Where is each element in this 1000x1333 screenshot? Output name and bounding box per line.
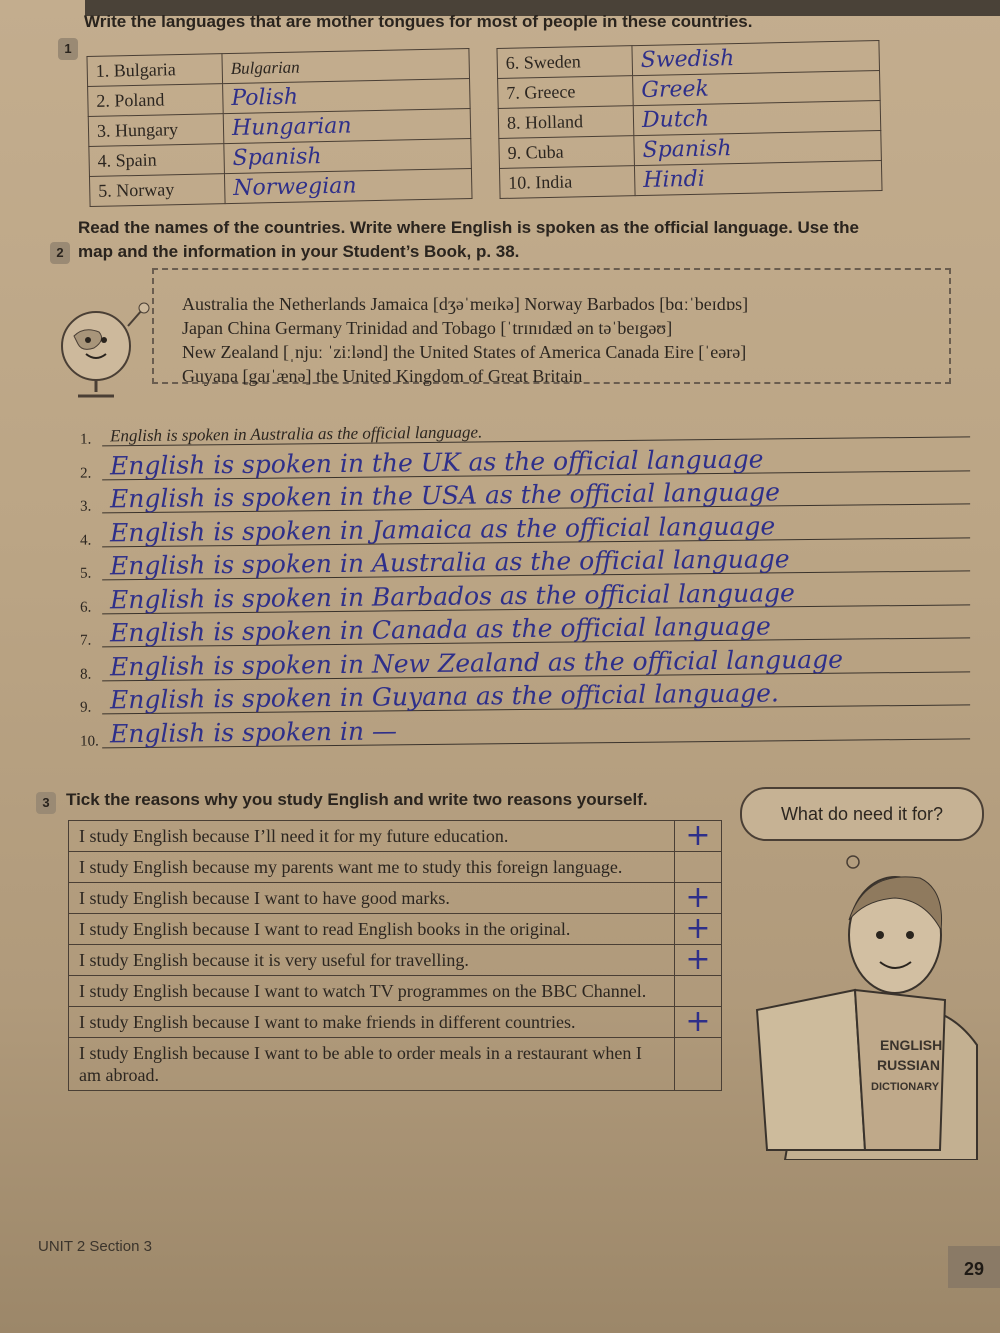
country-cell: 1. Bulgaria [87, 54, 223, 87]
reason-row [69, 883, 722, 914]
reason-text: I study English because it is very useful for travelling. [69, 945, 675, 976]
line-number: 7. [80, 632, 92, 649]
languages-table-right [496, 40, 882, 199]
answer-text: English is spoken in the USA as the official language [109, 477, 781, 514]
country-cell: 4. Spain [89, 144, 225, 177]
line-number: 1. [80, 431, 92, 448]
answer-text: English is spoken in Australia as the official language. [109, 422, 483, 446]
country-cell: 3. Hungary [88, 114, 224, 147]
language-answer-cell[interactable]: Polish [223, 79, 471, 114]
country-cell: 7. Greece [498, 76, 634, 109]
tick-box[interactable]: + [675, 914, 722, 945]
answer-text: English is spoken in Jamaica as the official language [109, 510, 776, 547]
language-answer-cell[interactable]: Hungarian [223, 109, 471, 144]
box-line-3: New Zealand [ˌnjuː ˈziːlənd] the United States of America Canada Eire [ˈeərə] [182, 342, 747, 362]
reason-row [69, 914, 722, 945]
language-answer-cell[interactable]: Spanish [224, 138, 472, 173]
reason-row [69, 821, 722, 852]
reason-row [69, 852, 722, 883]
reason-text: I study English because I’ll need it for my future education. [69, 821, 675, 852]
page-footer [38, 1238, 152, 1255]
line-number: 8. [80, 666, 92, 683]
section-label: Section 3 [89, 1238, 152, 1255]
languages-table-left [86, 48, 472, 207]
reason-text: I study English because I want to have good marks. [69, 883, 675, 914]
box-line-4: Guyana [gaɪˈænə] the United Kingdom of Great Britain [182, 366, 583, 386]
exercise-3-number: 3 [36, 792, 56, 814]
tick-box[interactable] [675, 1038, 722, 1091]
answer-text: English is spoken in Canada as the official language [109, 611, 771, 648]
tick-box[interactable]: + [675, 821, 722, 852]
reasons-table [68, 820, 722, 1091]
reason-text: I study English because I want to be able to order meals in a restaurant when I am abroad. [69, 1038, 675, 1091]
line-number: 5. [80, 565, 92, 582]
boy-reading-illustration [745, 850, 985, 1160]
exercise-2-instruction-line2: map and the information in your Student’s Book, p. 38. [78, 242, 520, 261]
reason-row [69, 1038, 722, 1091]
answer-text: English is spoken in New Zealand as the official language [109, 644, 844, 681]
line-number: 9. [80, 699, 92, 716]
country-cell: 9. Cuba [499, 136, 635, 169]
country-names-box [152, 268, 951, 384]
language-answer-cell[interactable]: Bulgarian [222, 49, 470, 84]
country-cell: 10. India [499, 166, 635, 199]
answer-text: English is spoken in Barbados as the official language [109, 577, 796, 614]
country-cell: 2. Poland [88, 84, 224, 117]
reason-row [69, 1007, 722, 1038]
book-cover-russian: RUSSIAN [877, 1057, 941, 1073]
tick-box[interactable]: + [675, 883, 722, 914]
answer-text: English is spoken in Guyana as the official language. [109, 678, 780, 715]
exercise-3-instruction: Tick the reasons why you study English and write two reasons yourself. [66, 790, 648, 809]
answer-text: English is spoken in — [109, 715, 398, 748]
exercise-1-instruction: Write the languages that are mother tongues for most of people in these countries. [84, 12, 753, 31]
language-answer-cell[interactable]: Spanish [634, 130, 882, 165]
reason-row [69, 945, 722, 976]
reason-text: I study English because my parents want me to study this foreign language. [69, 852, 675, 883]
tick-box[interactable] [675, 976, 722, 1007]
exercise-1-number: 1 [58, 38, 78, 60]
reason-text: I study English because I want to watch TV programmes on the BBC Channel. [69, 976, 675, 1007]
reason-text: I study English because I want to read English books in the original. [69, 914, 675, 945]
answer-text: English is spoken in the UK as the official language [109, 444, 764, 480]
box-line-2: Japan China Germany Trinidad and Tobago [ˈtrɪnɪdæd ən təˈbeɪgəʊ] [182, 318, 673, 338]
globe-mascot-illustration [44, 296, 154, 404]
language-answer-cell[interactable]: Greek [633, 71, 881, 106]
page-number: 29 [948, 1246, 1000, 1288]
reason-row [69, 976, 722, 1007]
language-answer-cell[interactable]: Swedish [632, 41, 880, 76]
answer-text: English is spoken in Australia as the official language [109, 544, 790, 581]
country-cell: 6. Sweden [497, 46, 633, 79]
tick-box[interactable]: + [675, 945, 722, 976]
language-answer-cell[interactable]: Hindi [634, 160, 882, 195]
line-number: 6. [80, 599, 92, 616]
exercise-2-number: 2 [50, 242, 70, 264]
unit-label: UNIT 2 [38, 1238, 86, 1255]
book-cover-english: ENGLISH [880, 1037, 943, 1053]
line-number: 3. [80, 498, 92, 515]
exercise-2-instruction-line1: Read the names of the countries. Write where English is spoken as the official language. Use the [78, 218, 859, 237]
language-answer-cell[interactable]: Dutch [633, 101, 881, 136]
line-number: 2. [80, 465, 92, 482]
reason-text: I study English because I want to make friends in different countries. [69, 1007, 675, 1038]
language-answer-cell[interactable]: Norwegian [224, 168, 472, 203]
country-cell: 5. Norway [89, 174, 225, 207]
tick-box[interactable] [675, 852, 722, 883]
line-number: 4. [80, 532, 92, 549]
book-cover-dictionary: DICTIONARY [871, 1081, 940, 1093]
speech-bubble: What do need it for? [740, 787, 984, 841]
line-number: 10. [80, 732, 99, 750]
country-cell: 8. Holland [498, 106, 634, 139]
box-line-1: Australia the Netherlands Jamaica [dʒəˈmeɪkə] Norway Barbados [bɑːˈbeɪdɒs] [182, 294, 749, 314]
tick-box[interactable]: + [675, 1007, 722, 1038]
